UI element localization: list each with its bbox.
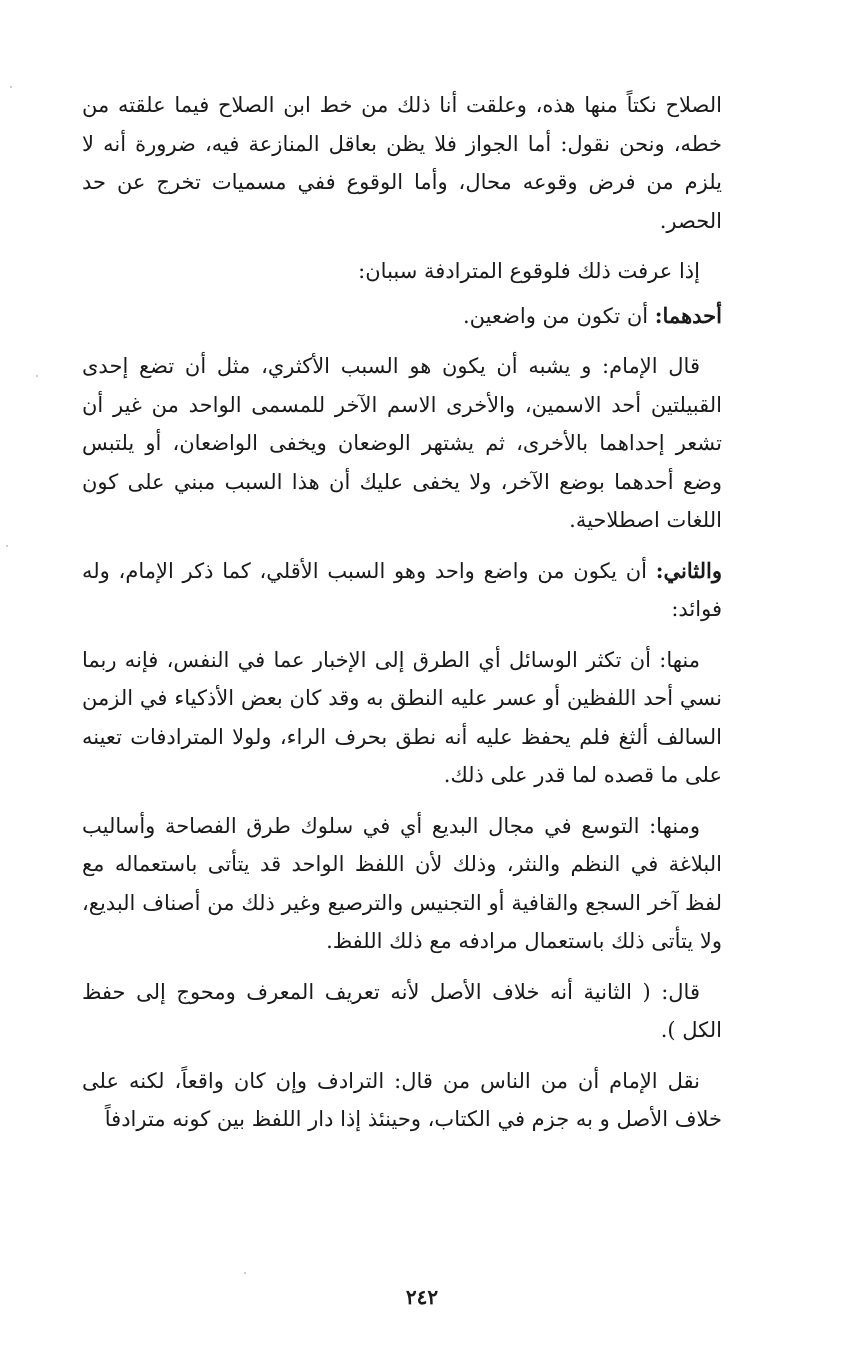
paragraph-lead: والثاني: xyxy=(655,557,722,583)
paragraph-text: نقل الإمام أن من الناس من قال: الترادف وإن كان واقعاً، لكنه على خلاف الأصل و به جزم في الكتاب، وحينئذ إذا دار اللفظ بين كونه مترادفاً xyxy=(82,1068,722,1131)
paragraph-text: قال الإمام: و يشبه أن يكون هو السبب الأكثري، مثل أن تضع إحدى القبيلتين أحد الاسمين، والأخرى الاسم الآخر للمسمى الواحد من غير أن تشعر إحداهما بالأخرى، ثم يشتهر الوضعان ويخفى الواضعان، أو يلتبس وضع أحدهما بوضع الآخر، ولا يخفى عليك أن هذا السبب مبني على كون اللغات اصطلاحية. xyxy=(82,354,722,532)
scan-speck xyxy=(36,375,38,377)
scan-speck xyxy=(6,545,8,547)
paragraph-text: قال: ( الثانية أنه خلاف الأصل لأنه تعريف المعرف ومحوج إلى حفظ الكل ). xyxy=(82,979,722,1042)
paragraph-text: أن تكون من واضعين. xyxy=(462,303,655,328)
paragraph-imam-report xyxy=(82,1062,722,1139)
paragraph-text: أن يكون من واضع واحد وهو السبب الأقلي، كما ذكر الإمام، وله فوائد: xyxy=(82,558,722,621)
paragraph-matn-quote xyxy=(82,973,722,1050)
paragraph-text: منها: أن تكثر الوسائل أي الطرق إلى الإخبار عما في النفس، فإنه ربما نسي أحد اللفظين أو عسر عليه النطق به وقد كان بعض الأذكياء في الزمن السالف ألثغ فلم يحفظ عليه أنه نطق بحرف الراء، ولولا المترادفات تعينه على ما قصده لما قدر على ذلك. xyxy=(82,647,722,787)
paragraph-benefit-one xyxy=(82,641,722,795)
paragraph-first-cause xyxy=(82,297,722,336)
scan-speck xyxy=(244,1272,246,1274)
paragraph-intro-causes xyxy=(82,252,722,291)
paragraph-lead: أحدهما: xyxy=(654,302,722,328)
paragraph-text: الصلاح نكتاً منها هذه، وعلقت أنا ذلك من خط ابن الصلاح فيما علقته من خطه، ونحن نقول: أما الجواز فلا يظن بعاقل المنازعة فيه، ضرورة أنه لا يلزم من فرض وقوعه محال، وأما الوقوع ففي مسميات تخرج عن حد الحصر. xyxy=(82,93,722,233)
page-number: ٢٤٢ xyxy=(405,1285,439,1309)
book-page xyxy=(82,86,722,1266)
paragraph-benefit-two xyxy=(82,807,722,961)
paragraph-continuation xyxy=(82,86,722,240)
scan-speck xyxy=(10,86,12,88)
paragraph-imam-quote xyxy=(82,347,722,540)
paragraph-text: إذا عرفت ذلك فلوقوع المترادفة سببان: xyxy=(358,259,700,283)
paragraph-second-cause xyxy=(82,552,722,629)
paragraph-text: ومنها: التوسع في مجال البديع أي في سلوك طرق الفصاحة وأساليب البلاغة في النظم والنثر، وذلك لأن اللفظ الواحد قد يتأتى باستعماله مع لفظ آخر السجع والقافية أو التجنيس والترصيع وغير ذلك من أصناف البديع، ولا يتأتى ذلك باستعمال مرادفه مع ذلك اللفظ. xyxy=(82,813,722,953)
